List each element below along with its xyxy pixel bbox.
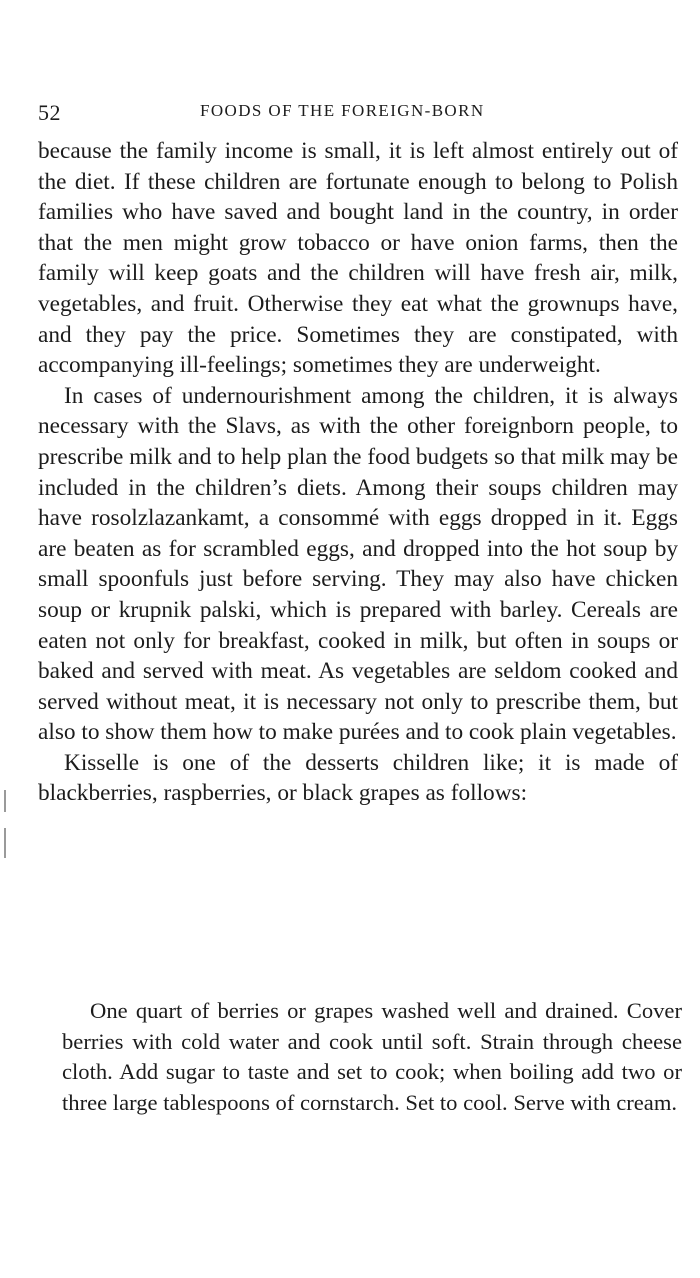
- margin-mark: [4, 790, 6, 812]
- running-title: FOODS OF THE FOREIGN-BORN: [200, 101, 485, 120]
- paragraph-undernourishment: In cases of undernourishment among the children, it is always necessary with the Slavs, as with the other foreignborn people, to prescribe milk and to help plan the food budgets so that milk may be included in the children’s diets. Among their soups children may have rosolzlazankamt, a consommé with eggs dropped in it. Eggs are beaten as for scrambled eggs, and dropped into the hot soup by small spoonfuls just before serving. They may also have chicken soup or krupnik palski, which is prepared with barley. Cereals are eaten not only for breakfast, cooked in milk, but often in soups or baked and served with meat. As vegetables are seldom cooked and served without meat, it is necessary not only to prescribe them, but also to show them how to make purées and to cook plain vegetables.: [38, 382, 678, 746]
- running-head: [38, 96, 678, 124]
- margin-mark: [4, 828, 6, 858]
- body-text: [38, 136, 678, 809]
- kisselle-recipe: [62, 996, 682, 1118]
- paragraph-kisselle: Kisselle is one of the desserts children like; it is made of blackberries, raspberries, or black grapes as follows:: [38, 749, 678, 807]
- page-number: 52: [38, 100, 61, 125]
- paragraph-children-diet: because the family income is small, it is left almost entirely out of the diet. If these children are fortunate enough to belong to Polish families who have saved and bought land in the country, in order that the men might grow tobacco or have onion farms, then the family will keep goats and the children will have fresh air, milk, vegetables, and fruit. Otherwise they eat what the grownups have, and they pay the price. Sometimes they are constipated, with accompanying ill-feelings; sometimes they are underweight.: [38, 138, 678, 379]
- recipe-text: One quart of berries or grapes washed well and drained. Cover berries with cold water and cook until soft. Strain through cheese cloth. Add sugar to taste and set to cook; when boiling add two or three large tablespoons of cornstarch. Set to cool. Serve with cream.: [62, 998, 682, 1115]
